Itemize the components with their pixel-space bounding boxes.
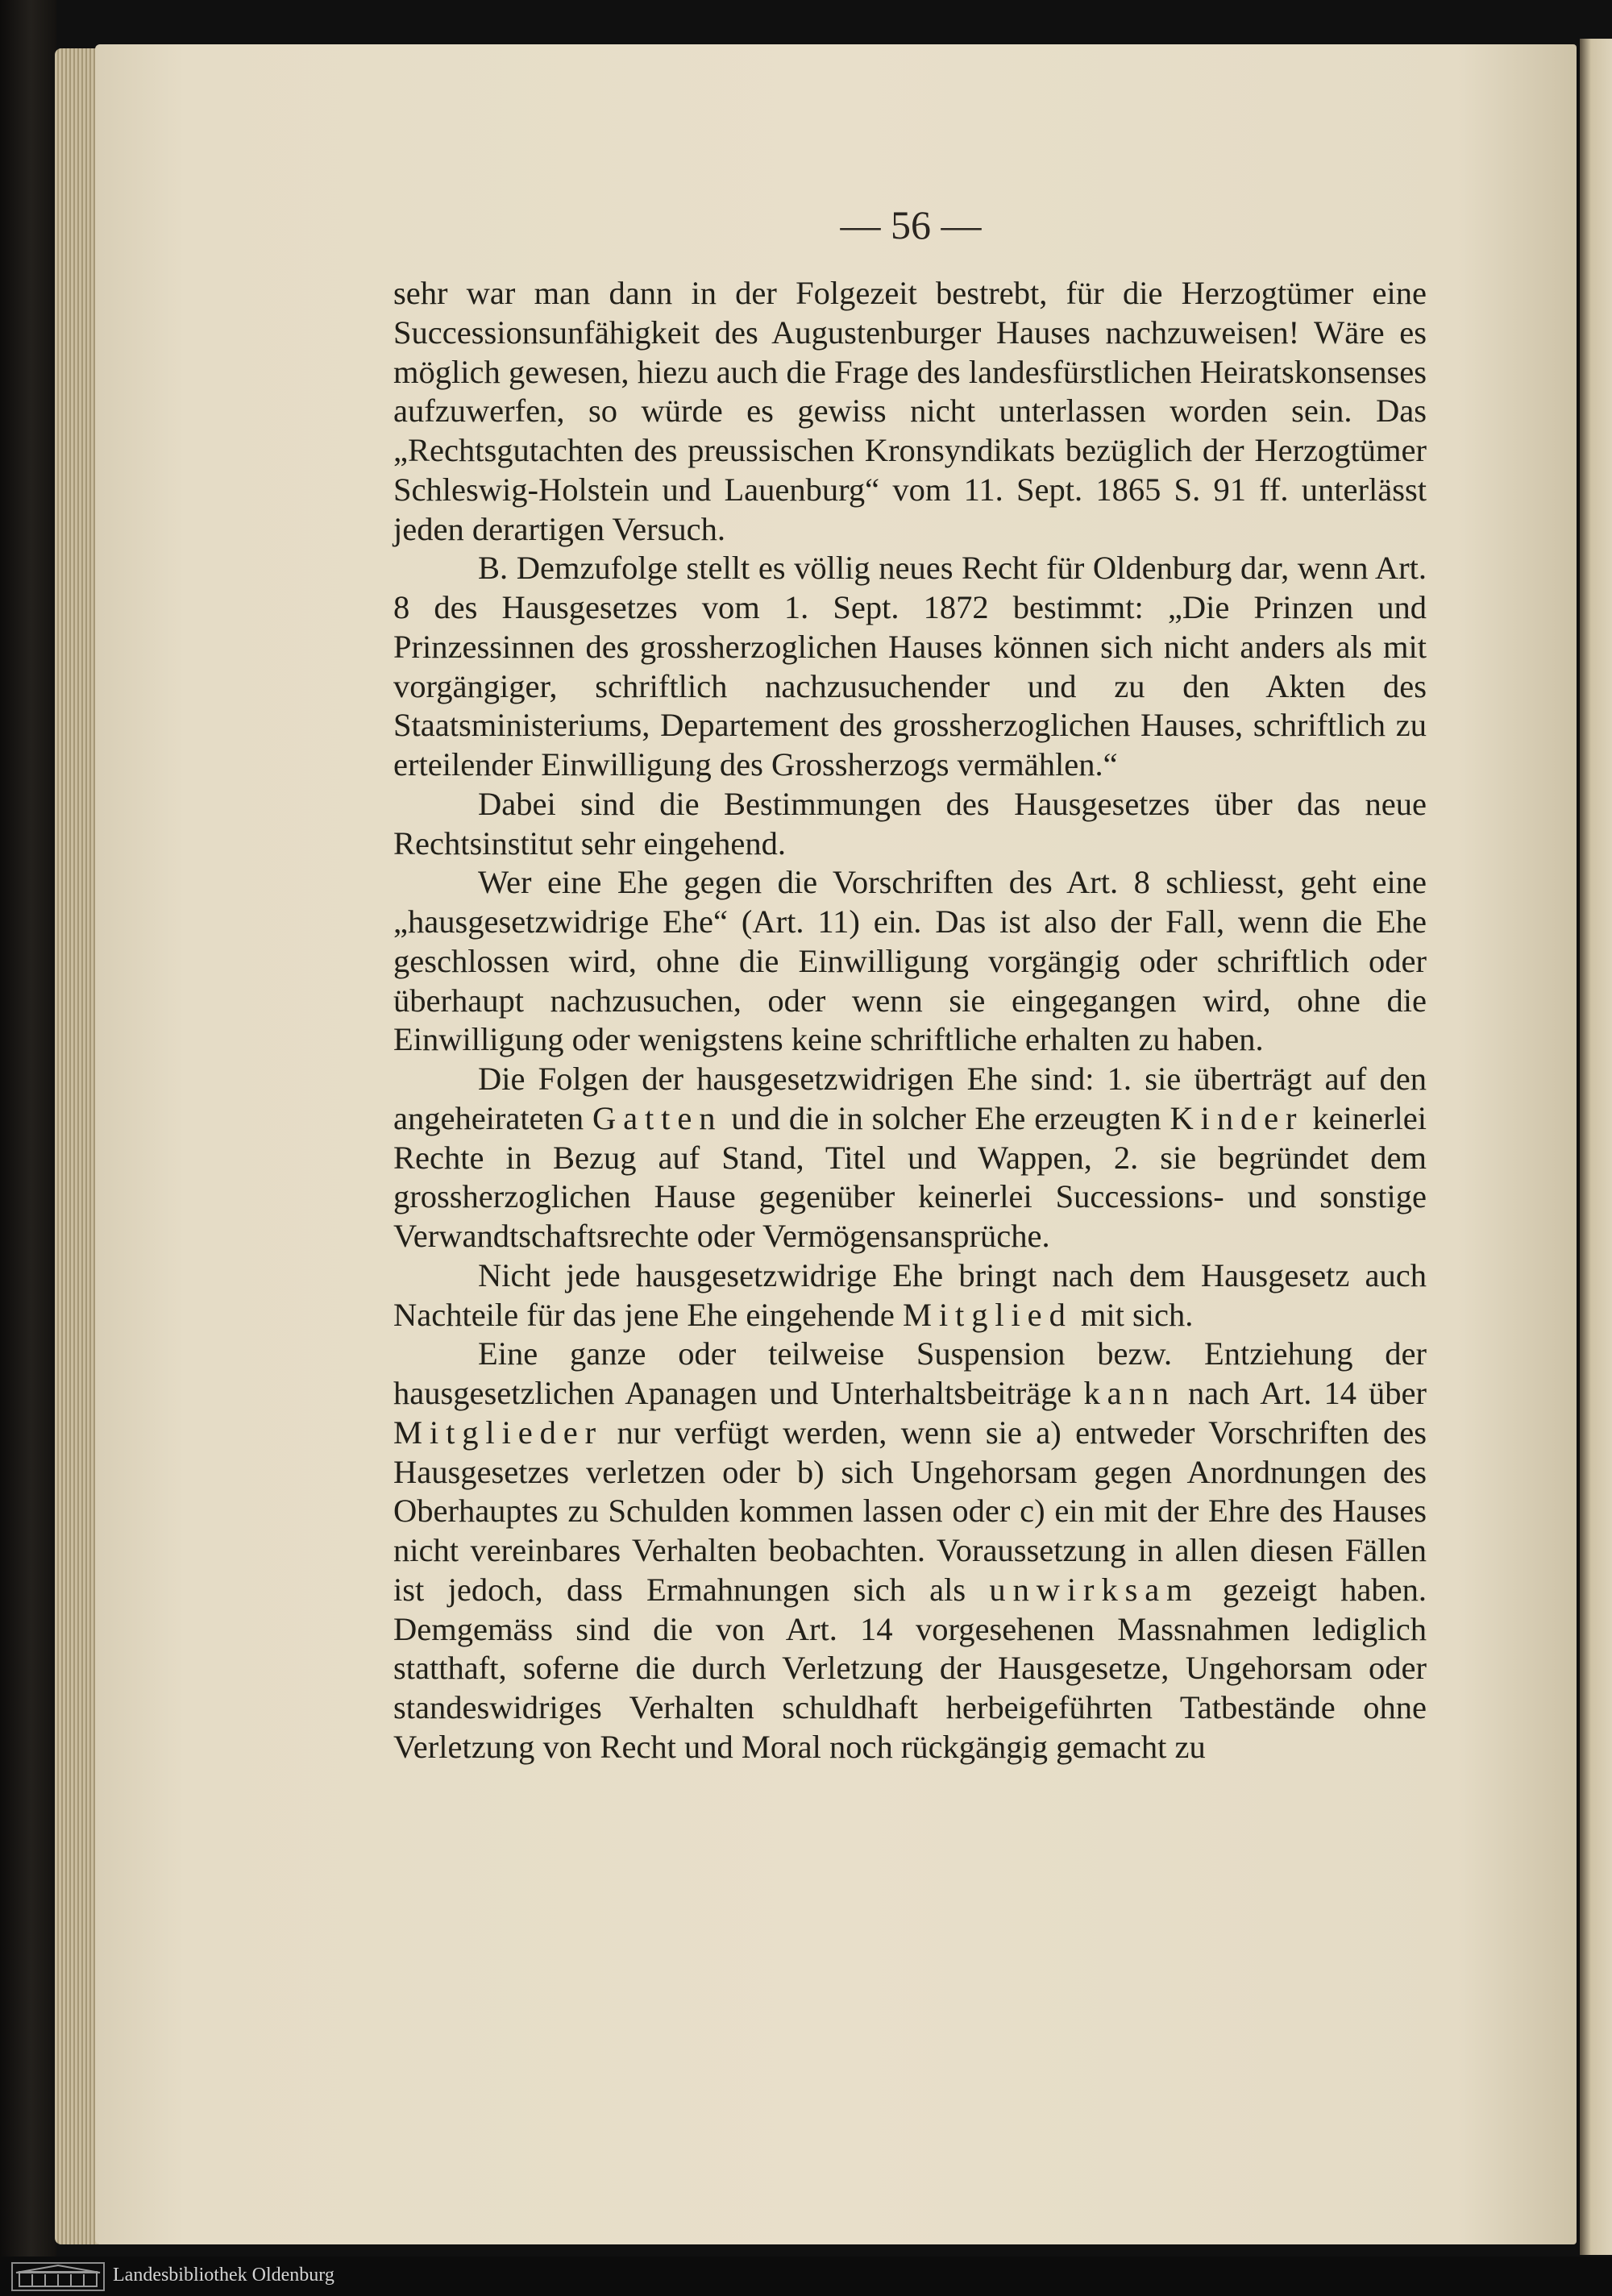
p7-text-a: Eine ganze oder teilweise Suspension bezw. Entziehung der hausgesetzlichen Apanagen und Unterhaltsbeiträge: [393, 1335, 1427, 1411]
paragraph-1: sehr war man dann in der Folgezeit bestrebt, für die Herzogtümer eine Successionsunfähigkeit des Augustenburger Hauses nachzuweisen! Wäre es möglich gewesen, hiezu auch die Frage des landesfürstlichen Heiratskonsenses aufzuwerfen, so würde es gewiss nicht unterlassen worden sein. Das „Rechtsgutachten des preussischen Kronsyndikats bezüglich der Herzogtümer Schleswig-Holstein und Lauenburg“ vom 11. Sept. 1865 S. 91 ff. unterlässt jeden derartigen Versuch.: [393, 275, 1427, 547]
paragraph-6: [393, 1256, 1427, 1335]
p5-text-c: und die in solcher Ehe erzeugten: [722, 1099, 1170, 1136]
p7-text-g: gezeigt haben. Demgemäss sind die von Art. 14 vorgesehenen Massnahmen lediglich statthaft, soferne die durch Verletzung der Hausgesetze, Ungehorsam oder standeswidriges Verhalten schuldhaft herbeigeführten Tatbestände ohne Verletzung von Recht und Moral noch rückgängig gemacht zu: [393, 1571, 1427, 1765]
paragraph-7: [393, 1335, 1427, 1767]
paragraph-4: Wer eine Ehe gegen die Vorschriften des Art. 8 schliesst, geht eine „hausgesetzwidrige Ehe“ (Art. 11) ein. Das ist also der Fall, wenn die Ehe geschlossen wird, ohne die Einwilligung vorgängig oder schriftlich oder überhaupt nachzusuchen, oder wenn sie eingegangen wird, ohne die Einwilligung oder wenigstens keine schriftliche erhalten zu haben.: [393, 864, 1427, 1058]
library-name: Landesbibliothek Oldenburg: [113, 2265, 334, 2286]
paragraph-5: [393, 1060, 1427, 1256]
p7-text-c: nach Art. 14 über: [1175, 1375, 1427, 1411]
p6-text-a: Nicht jede hausgesetzwidrige Ehe bringt nach dem Hausgesetz auch Nachteile für das jene Ehe eingehende: [393, 1256, 1427, 1333]
p5-text-e: keinerlei Rechte in Bezug auf Stand, Titel und Wappen, 2. sie begründet dem grossherzoglichen Hause gegenüber keinerlei Successions- und sonstige Verwandtschaftsrechte oder Vermögensansprüche.: [393, 1099, 1427, 1254]
p6-text-c: mit sich.: [1072, 1296, 1194, 1333]
paragraph-2: B. Demzufolge stellt es völlig neues Recht für Oldenburg dar, wenn Art. 8 des Hausgesetzes vom 1. Sept. 1872 bestimmt: „Die Prinzen und Prinzessinnen des grossherzoglichen Hauses können sich nicht anders als mit vorgängiger, schriftlich nachzusuchender und zu den Akten des Staatsministeriums, Departement des grossherzoglichen Hauses, schriftlich zu erteilender Einwilligung des Grossherzogs vermählen.“: [393, 550, 1427, 783]
p5-text-a: Die Folgen der hausgesetzwidrigen Ehe sind: 1. sie überträgt auf den angeheirateten: [393, 1061, 1427, 1136]
p7-text-e: nur verfügt werden, wenn sie a) entweder Vorschriften des Hausgesetzes verletzen oder b) sich Ungehorsam gegen Anordnungen des Oberhauptes zu Schulden kommen lassen oder c) ein mit der Ehre des Hauses nicht vereinbares Verhalten beobachten. Voraussetzung in allen diesen Fällen ist jedoch, dass Ermahnungen sich als: [393, 1414, 1427, 1608]
paragraph-3: Dabei sind die Bestimmungen des Hausgesetzes über das neue Rechtsinstitut sehr eingehend.: [393, 785, 1427, 862]
book-binding: [0, 0, 56, 2273]
library-logo-icon: [11, 2262, 105, 2291]
emphasis-mitglied: Mitglied: [902, 1296, 1073, 1333]
body-text: [393, 274, 1427, 1767]
page-number: — 56 —: [840, 202, 982, 247]
emphasis-gatten: Gatten: [592, 1099, 723, 1136]
emphasis-kann: kann: [1083, 1375, 1176, 1411]
emphasis-mitglieder: Mitglieder: [393, 1414, 604, 1451]
facing-page-edge: [1580, 39, 1612, 2255]
emphasis-kinder: Kinder: [1170, 1099, 1304, 1136]
emphasis-unwirksam: unwirksam: [989, 1571, 1199, 1608]
